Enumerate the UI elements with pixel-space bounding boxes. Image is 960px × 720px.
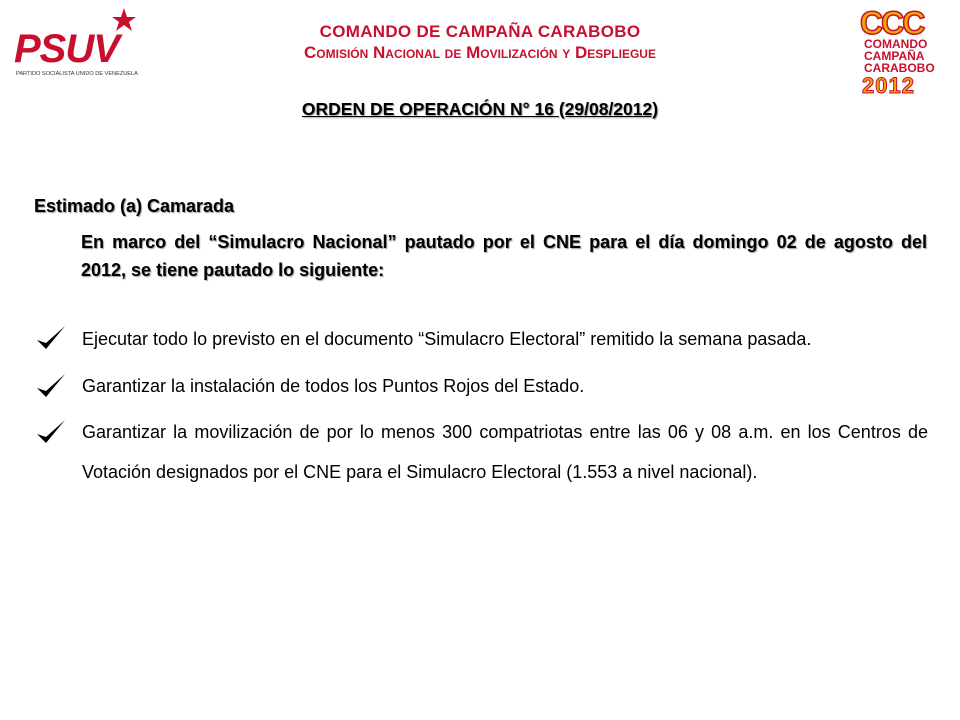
checkmark-icon: [34, 370, 68, 402]
ccc-line3: CARABOBO: [864, 61, 935, 75]
psuv-subtitle: PARTIDO SOCIALISTA UNIDO DE VENEZUELA: [16, 71, 138, 77]
task-item: [34, 318, 928, 360]
task-list: [34, 318, 928, 498]
task-item: [34, 412, 928, 492]
ccc-letters: CCC: [860, 5, 924, 41]
greeting: Estimado (a) Camarada: [34, 196, 235, 216]
task-item: [34, 366, 928, 406]
task-text: Garantizar la movilización de por lo menos 300 compatriotas entre las 06 y 08 a.m. en los Centros de Votación designados por el CNE para el Simulacro Electoral (1.553 a nivel nacional).: [82, 422, 928, 482]
order-title: ORDEN DE OPERACIÓN N° 16 (29/08/2012): [301, 99, 659, 119]
header-title: COMANDO DE CAMPAÑA CARABOBO: [319, 22, 641, 41]
header-subtitle: Comisión Nacional de Movilización y Despliegue: [304, 43, 656, 62]
ccc-year: 2012: [862, 73, 915, 96]
psuv-wordmark: PSUV: [14, 27, 119, 71]
task-text: Garantizar la instalación de todos los Puntos Rojos del Estado.: [82, 376, 585, 396]
ccc-line2: CAMPAÑA: [864, 49, 925, 63]
intro-paragraph: En marco del “Simulacro Nacional” pautado por el CNE para el día domingo 02 de agosto del 2012, se tiene pautado lo siguiente:: [81, 232, 927, 280]
ccc-line1: COMANDO: [864, 37, 928, 51]
checkmark-icon: [34, 322, 68, 354]
task-text: Ejecutar todo lo previsto en el documento “Simulacro Electoral” remitido la semana pasada.: [82, 329, 812, 349]
checkmark-icon: [34, 416, 68, 448]
